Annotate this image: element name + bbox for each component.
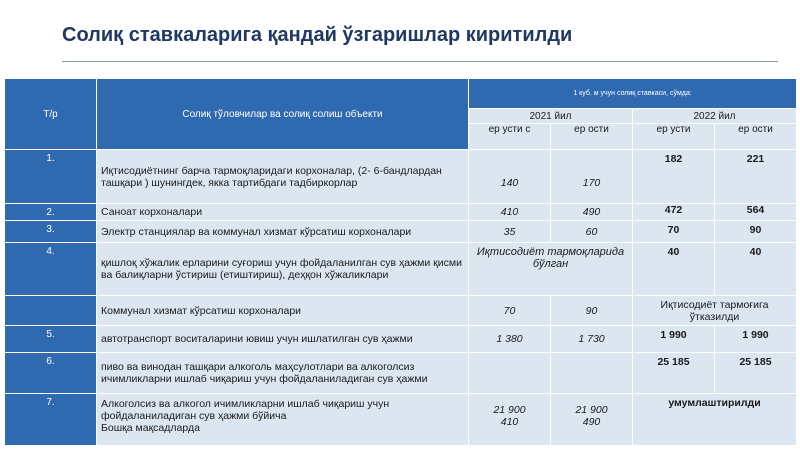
rate-2022-surface: 70 xyxy=(633,221,715,243)
rate-2022-surface: 182 xyxy=(633,150,715,204)
rate-2021-surface: 140 xyxy=(469,150,551,204)
rate-2022-under: 40 xyxy=(715,243,797,296)
tax-rate-table xyxy=(4,78,797,446)
table-row xyxy=(5,243,797,296)
row-number: 4. xyxy=(5,243,97,296)
header-number: Т/р xyxy=(5,79,97,150)
row-number xyxy=(5,296,97,326)
table-row xyxy=(5,296,797,326)
row-description: Иқтисодиётнинг барча тармоқларидаги корхоналар, (2- 6-бандлардан ташқари ) шунингдек, якка тартибдаги тадбиркорлар xyxy=(97,150,469,204)
header-year-2021: 2021 йил xyxy=(469,109,633,124)
rate-2021-surface: 35 xyxy=(469,221,551,243)
rate-2022-merged: Иқтисодиёт тармоғига ўтказилди xyxy=(633,296,797,326)
rate-2022-under: 564 xyxy=(715,204,797,221)
rate-value: 490 xyxy=(582,416,601,428)
header-rate: 1 куб. м учун солиқ ставкаси, сўмда: xyxy=(469,79,797,109)
rate-2022-under: 221 xyxy=(715,150,797,204)
rate-2021-surface: 70 xyxy=(469,296,551,326)
row-description-line: Алкоголсиз ва алкогол ичимликларни ишлаб чиқариш учун фойдаланиладиган сув ҳажми бўйича xyxy=(101,398,390,422)
rate-value: 21 900 xyxy=(493,404,526,416)
table-row xyxy=(5,150,797,204)
rate-2021-surface xyxy=(469,353,551,394)
rate-2021-under: 90 xyxy=(551,296,633,326)
rate-2022-surface: 25 185 xyxy=(633,353,715,394)
row-number: 5. xyxy=(5,326,97,353)
header-surface-2021: ер усти с xyxy=(469,124,551,150)
table-row xyxy=(5,326,797,353)
row-description-line: Бошқа мақсадларда xyxy=(101,422,200,434)
rate-2021-surface xyxy=(469,394,551,446)
rate-2022-surface: 40 xyxy=(633,243,715,296)
rate-2021-under: 170 xyxy=(551,150,633,204)
row-number: 6. xyxy=(5,353,97,394)
row-description xyxy=(97,394,469,446)
row-number: 1. xyxy=(5,150,97,204)
header-under-2022: ер ости xyxy=(715,124,797,150)
rate-2021-surface: 410 xyxy=(469,204,551,221)
rate-2021-under xyxy=(551,394,633,446)
rate-2022-under: 90 xyxy=(715,221,797,243)
rate-2022-merged: умумлаштирилди xyxy=(633,394,797,446)
title-divider xyxy=(62,61,778,62)
row-description: Коммунал хизмат кўрсатиш корхоналари xyxy=(97,296,469,326)
row-description: Электр станциялар ва коммунал хизмат кўрсатиш корхоналари xyxy=(97,221,469,243)
header-subject: Солиқ тўловчилар ва солиқ солиш объекти xyxy=(97,79,469,150)
row-description: Саноат корхоналари xyxy=(97,204,469,221)
rate-value: 410 xyxy=(500,416,519,428)
row-number: 3. xyxy=(5,221,97,243)
table-row xyxy=(5,394,797,446)
header-under-2021: ер ости xyxy=(551,124,633,150)
rate-2021-under xyxy=(551,353,633,394)
rate-2021-under: 1 730 xyxy=(551,326,633,353)
rate-2022-under: 1 990 xyxy=(715,326,797,353)
header-surface-2022: ер усти xyxy=(633,124,715,150)
rate-2022-under: 25 185 xyxy=(715,353,797,394)
rate-2021-surface: 1 380 xyxy=(469,326,551,353)
rate-2022-surface: 472 xyxy=(633,204,715,221)
rate-value: 21 900 xyxy=(575,404,608,416)
header-year-2022: 2022 йил xyxy=(633,109,797,124)
rate-2021-under: 60 xyxy=(551,221,633,243)
row-number: 2. xyxy=(5,204,97,221)
rate-2022-surface: 1 990 xyxy=(633,326,715,353)
rate-2021-under: 490 xyxy=(551,204,633,221)
row-description: пиво ва винодан ташқари алкоголь маҳсулотлари ва алкоголсиз ичимликларни ишлаб чиқариш учун фойдаланиладиган сув ҳажми xyxy=(97,353,469,394)
row-number: 7. xyxy=(5,394,97,446)
row-description: қишлоқ хўжалик ерларини суғориш учун фойдаланилган сув ҳажми қисми ва балиқларни ўстириш (етиштириш), деҳқон хўжаликлари xyxy=(97,243,469,296)
table-row xyxy=(5,221,797,243)
page-title: Солиқ ставкаларига қандай ўзгаришлар киритилди xyxy=(62,24,573,46)
rate-2021-merged: Иқтисодиёт тармоқларида бўлган xyxy=(469,243,633,296)
row-description: автотранспорт воситаларини ювиш учун ишлатилган сув ҳажми xyxy=(97,326,469,353)
table-row xyxy=(5,353,797,394)
table-row xyxy=(5,204,797,221)
